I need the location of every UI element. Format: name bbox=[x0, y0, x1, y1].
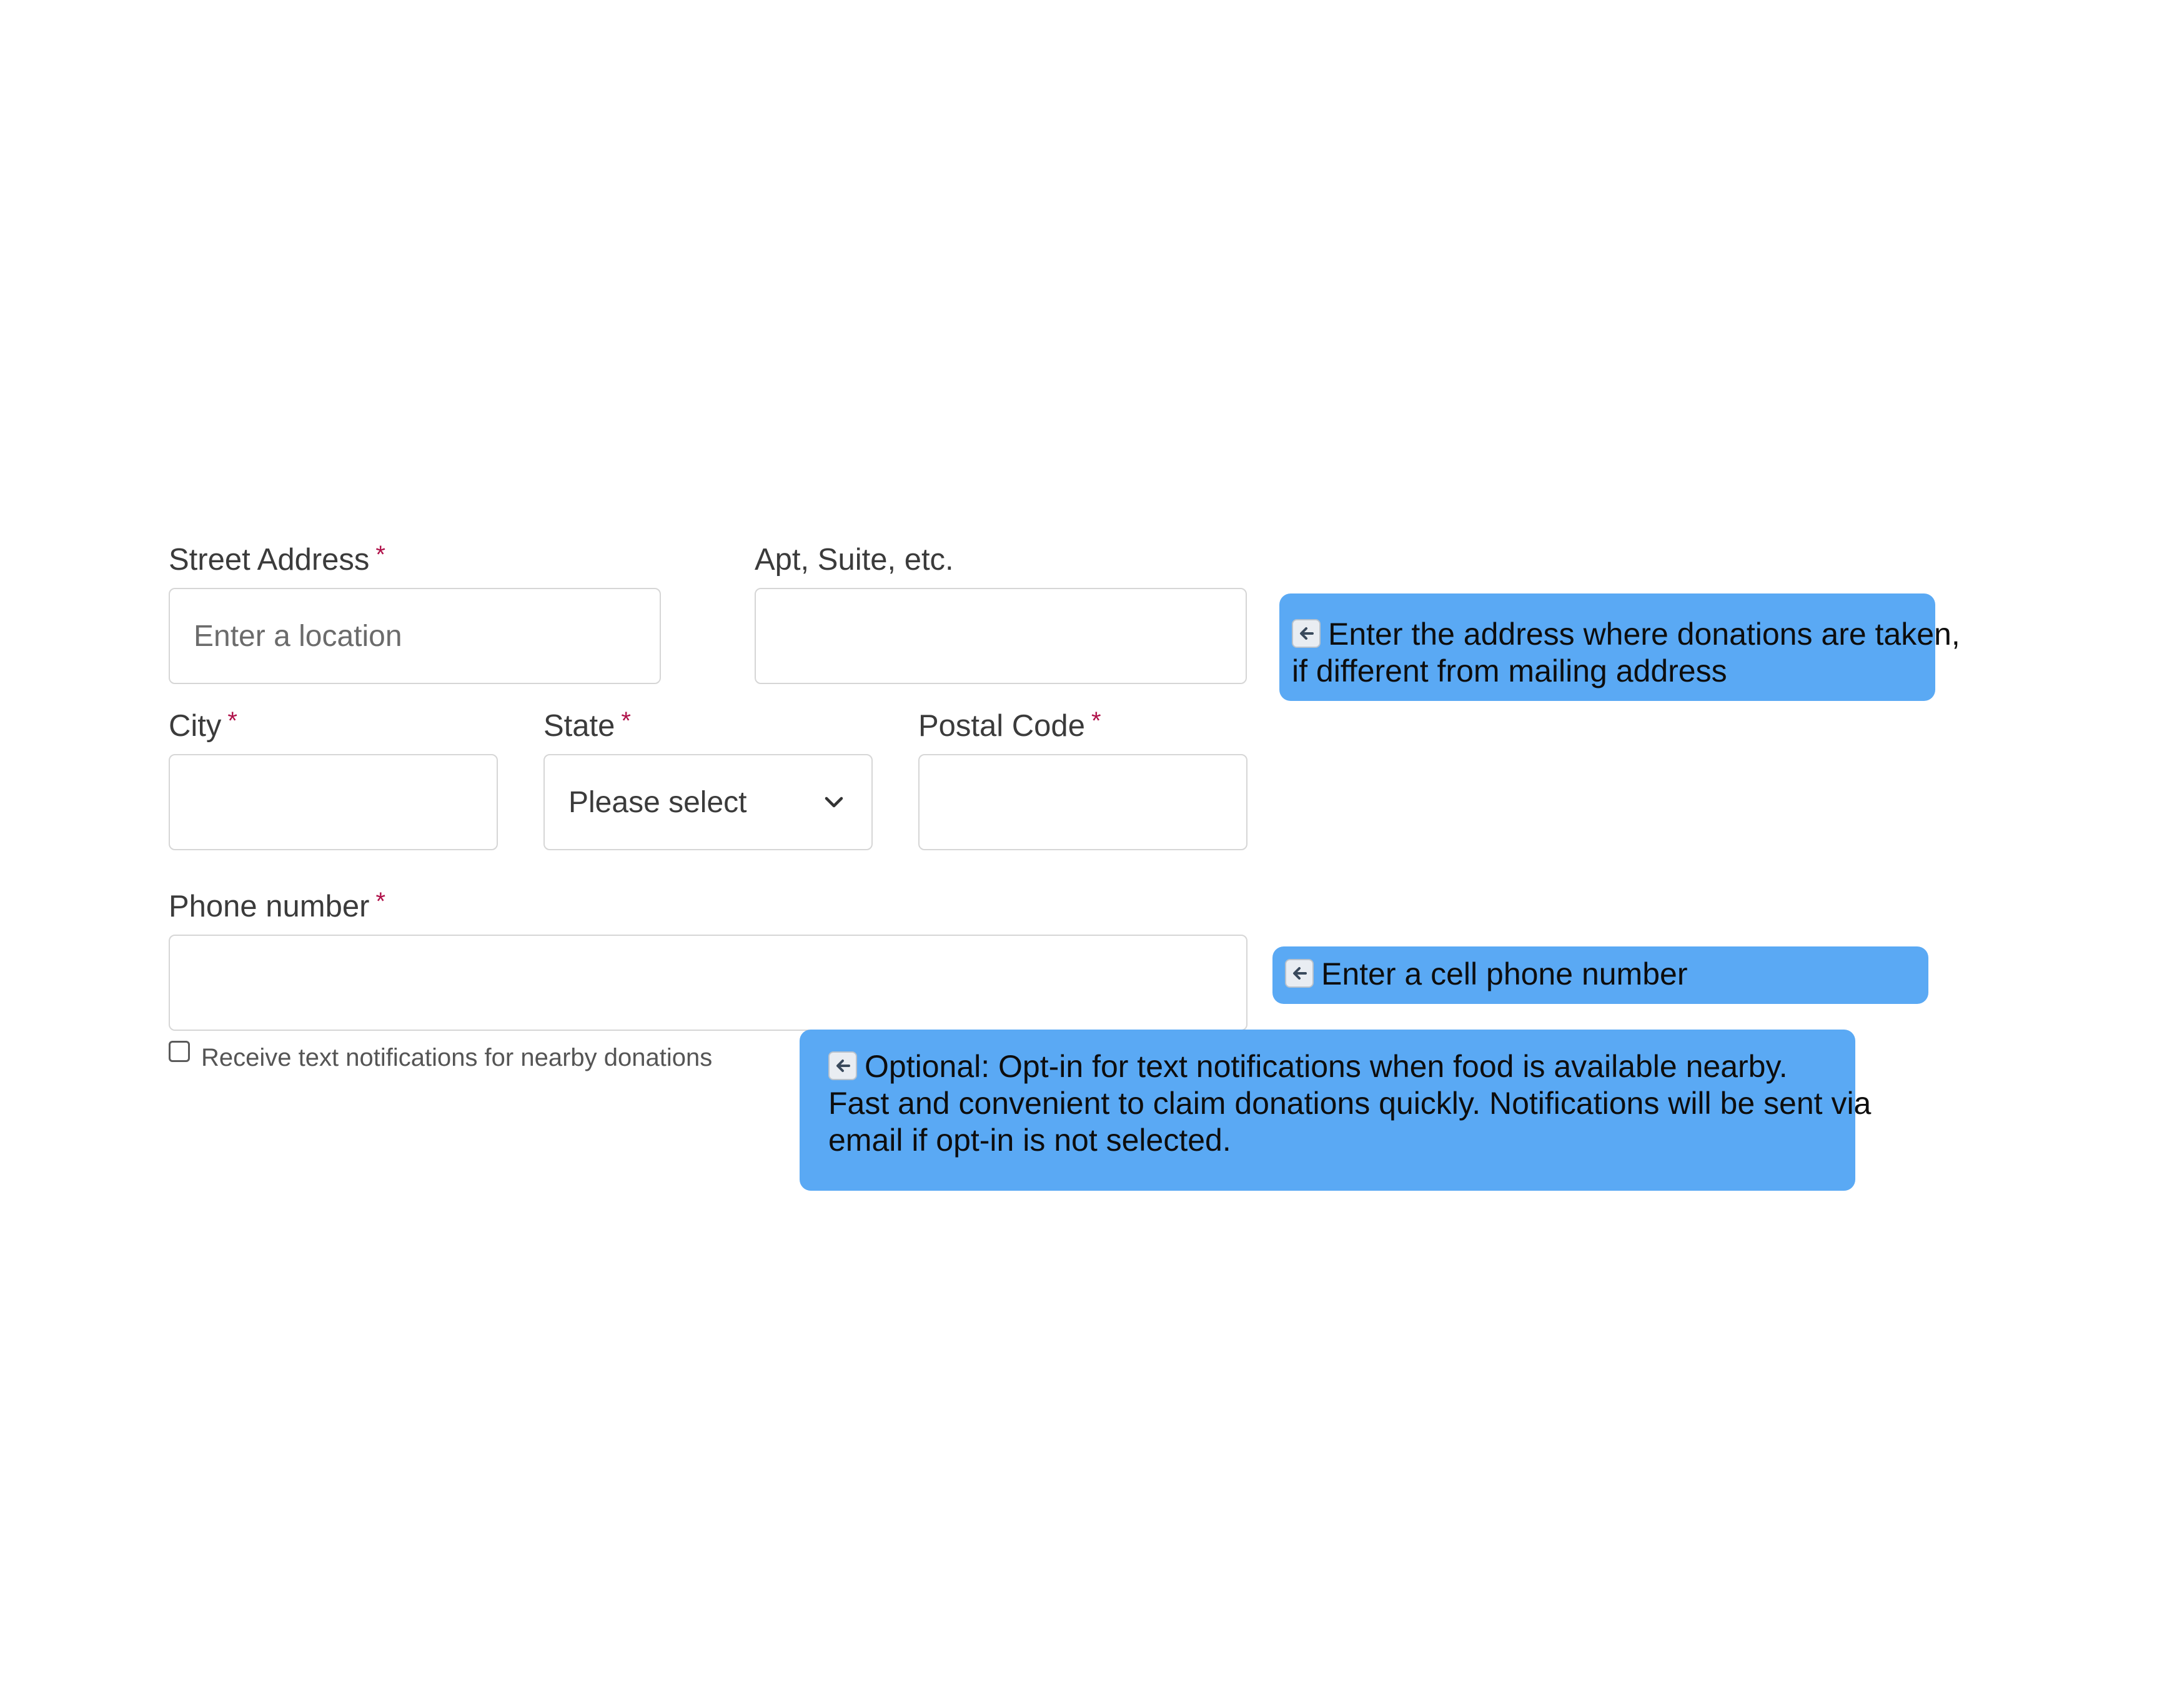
text-opt-in-label[interactable]: Receive text notifications for nearby donations bbox=[201, 1044, 713, 1071]
address-help-callout bbox=[1279, 593, 1960, 701]
state-select[interactable] bbox=[543, 754, 873, 850]
required-asterisk: * bbox=[621, 707, 631, 735]
city-input[interactable] bbox=[169, 754, 498, 850]
opt-in-help-line1: Optional: Opt-in for text notifications when food is available nearby. bbox=[865, 1049, 1788, 1084]
back-arrow-icon bbox=[1285, 959, 1314, 988]
address-help-line2: if different from mailing address bbox=[1292, 653, 1727, 688]
state-label: State * bbox=[543, 707, 631, 743]
apt-suite-label: Apt, Suite, etc. bbox=[755, 543, 954, 577]
chevron-down-icon bbox=[821, 790, 846, 815]
opt-in-help-line2: Fast and convenient to claim donations quickly. Notifications will be sent via bbox=[828, 1086, 1872, 1121]
postal-code-input[interactable] bbox=[918, 754, 1247, 850]
required-asterisk: * bbox=[227, 707, 237, 735]
state-select-value: Please select bbox=[568, 785, 747, 819]
apt-suite-input[interactable] bbox=[755, 588, 1247, 684]
opt-in-help-line3: email if opt-in is not selected. bbox=[828, 1123, 1231, 1158]
required-asterisk: * bbox=[375, 541, 385, 569]
phone-help-line1: Enter a cell phone number bbox=[1321, 956, 1688, 991]
phone-label: Phone number * bbox=[169, 888, 386, 923]
city-label: City * bbox=[169, 707, 237, 743]
phone-help-callout bbox=[1272, 946, 1928, 1004]
phone-input[interactable] bbox=[169, 935, 1247, 1031]
street-address-input[interactable] bbox=[169, 588, 661, 684]
required-asterisk: * bbox=[375, 888, 386, 915]
back-arrow-icon bbox=[828, 1051, 857, 1080]
address-help-line1: Enter the address where donations are taken, bbox=[1328, 617, 1960, 652]
postal-code-label: Postal Code * bbox=[918, 707, 1101, 743]
opt-in-help-callout bbox=[800, 1030, 1872, 1191]
text-opt-in-checkbox[interactable] bbox=[169, 1041, 190, 1062]
back-arrow-icon bbox=[1292, 619, 1321, 648]
required-asterisk: * bbox=[1091, 707, 1101, 735]
street-address-label: Street Address * bbox=[169, 541, 385, 577]
